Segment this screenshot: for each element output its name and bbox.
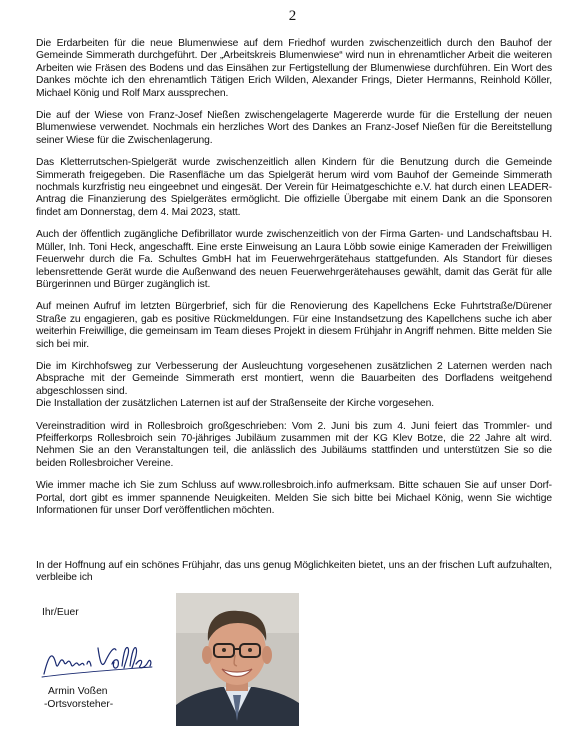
paragraph-laternen-standort: Die Installation der zusätzlichen Laternen ist auf der Straßenseite der Kirche vorgesehen. bbox=[36, 398, 434, 410]
letter-body bbox=[36, 38, 552, 527]
paragraph-dorfportal: Wie immer mache ich Sie zum Schluss auf www.rollesbroich.info aufmerksam. Bitte schauen Sie auf unser Dorf-Portal, dort gibt es immer spannende Neuigkeiten. Melden Sie sich bitte bei Michael König, wenn Sie wichtige Informationen für unser Dorf veröffentlichen möchten. bbox=[36, 480, 552, 516]
paragraph-magererde: Die auf der Wiese von Franz-Josef Nießen zwischengelagerte Magererde wurde für die Erstellung der neuen Blumenwiese verwendet. Nochmals ein herzliches Wort des Dankes an Franz-Josef Nießen für die Bereitstellung seiner Wiese für die Zwischenlagerung. bbox=[36, 110, 552, 146]
paragraph-jubilaeum: Vereinstradition wird in Rollesbroich großgeschrieben: Vom 2. Juni bis zum 4. Juni feiert das Trommler- und Pfeifferkorps Rollesbroich sein 70-jähriges Jubiläum zusammen mit der KG Klev Botze, die 22 Jahre alt wird. Nehmen Sie an den Veranstaltungen teil, die anlässlich des Jubiläums stattfinden und unterstützen Sie so die beiden Rollesbroicher Vereine. bbox=[36, 420, 552, 469]
closing-block bbox=[36, 560, 552, 595]
handwritten-signature bbox=[40, 640, 155, 680]
page-number: 2 bbox=[288, 8, 297, 24]
closing-paragraph: In der Hoffnung auf ein schönes Frühjahr, das uns genug Möglichkeiten bietet, uns an der frischen Luft aufzuhalten, verbleibe ich bbox=[36, 560, 552, 584]
paragraph-defibrillator: Auch der öffentlich zugängliche Defibrillator wurde zwischenzeitlich von der Firma Garten- und Landschaftsbau H. Müller, Inh. Toni Heck, angeschafft. Eine erste Einweisung an Laura Löbb sowie einige Kameraden der Freiwilligen Feuerwehr durch die Fa. Schultes GmbH hat im Feuerwehrgerätehaus stattgefunden. Als Standort für dieses lebensrettende Gerät wurde die Außenwand des neuen Feuerwehrgerätehauses gewählt, damit das Gerät für alle Bürgerinnen und Bürger zugänglich ist. bbox=[36, 229, 552, 290]
paragraph-spielgeraet: Das Kletterrutschen-Spielgerät wurde zwischenzeitlich allen Kindern für die Benutzung durch die Gemeinde Simmerath freigegeben. Die Rasenfläche um das Spielgerät herum wird vom Bauhof der Gemeinde Simmerath nochmals kurzfristig neu eingeebnet und eingesät. Der Verein für Heimatgeschichte e.V. hat durch einen LEADER-Antrag die Finanzierung des Spielgerätes ermöglicht. Die offizielle Übergabe mit einem Dank an die Sponsoren findet am Donnerstag, dem 4. Mai 2023, statt. bbox=[36, 157, 552, 218]
salutation: Ihr/Euer bbox=[42, 607, 79, 618]
paragraph-blumenwiese: Die Erdarbeiten für die neue Blumenwiese auf dem Friedhof wurden zwischenzeitlich durch den Bauhof der Gemeinde Simmerath durchgeführt. Der „Arbeitskreis Blumenwiese“ wird nun in ehrenamtlicher Arbeit die weiteren Arbeiten wie Fräsen des Bodens und das Einsähen zur Fertigstellung der Blumenwiese durchführen. Ein Wort des Dankes möchte ich den ehrenamtlich Tätigen Erich Wilden, Alexander Frings, Dieter Hermanns, Reinhold Köller, Michael König und Rolf Marx aussprechen. bbox=[36, 38, 552, 99]
paragraph-laternen: Die im Kirchhofsweg zur Verbesserung der Ausleuchtung vorgesehenen zusätzlichen 2 Laternen werden nach Absprache mit der Gemeinde Simmerath erst montiert, wenn die Bauarbeiten des Dorfladens weitgehend abgeschlossen sind. bbox=[36, 360, 552, 397]
portrait-illustration bbox=[176, 593, 299, 726]
signer-name: Armin Voßen bbox=[48, 686, 108, 697]
portrait-photo bbox=[176, 593, 299, 726]
paragraph-kapellchen: Auf meinen Aufruf im letzten Bürgerbrief, sich für die Renovierung des Kapellchens Ecke Fuhrtstraße/Dürener Straße zu engagieren, gab es positive Rückmeldungen. Für eine Instandsetzung des Kapellchens suche ich aber weiterhin Freiwillige, die gemeinsam im Team dieses Projekt in diesem Frühjahr in Angriff nehmen. Bitte melden Sie sich bei mir. bbox=[36, 301, 552, 350]
signer-title: -Ortsvorsteher- bbox=[44, 699, 114, 710]
